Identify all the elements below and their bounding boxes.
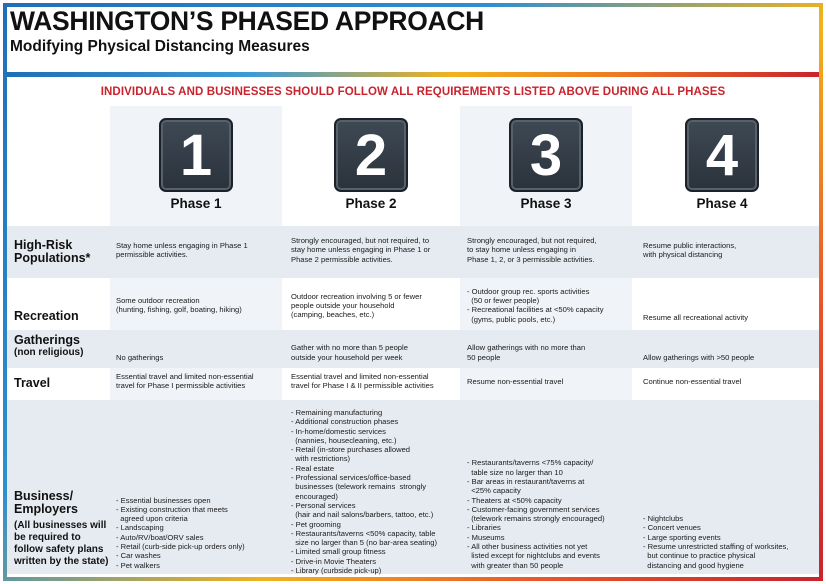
row-label-gatherings xyxy=(14,334,112,359)
page-subtitle: Modifying Physical Distancing Measures xyxy=(10,38,310,55)
cell-line: - Outdoor group rec. sports activities xyxy=(467,286,590,296)
cell-gatherings-phase-3 xyxy=(467,343,585,362)
cell-travel-phase-2 xyxy=(291,372,434,391)
cell-line: Some outdoor recreation xyxy=(116,296,200,306)
cell-line: - Restaurants/taverns <50% capacity, table xyxy=(291,528,436,538)
cell-line: - Restaurants/taverns <75% capacity/ xyxy=(467,458,594,468)
cell-line: (gyms, public pools, etc.) xyxy=(467,314,556,324)
row-label-recreation xyxy=(14,310,112,323)
cell-line: - Nightclubs xyxy=(643,514,684,524)
cell-line: Outdoor recreation involving 5 or fewer xyxy=(291,291,422,301)
row-label-text: High-Risk Populations* xyxy=(14,238,91,265)
cell-line: - Landscaping xyxy=(116,523,164,533)
cell-line: - Concert venues xyxy=(643,523,701,533)
cell-line: - Library (curbside pick-up) xyxy=(291,566,382,576)
cell-line: businesses (telework remains strongly xyxy=(291,482,427,492)
cell-line: with physical distancing xyxy=(643,249,723,259)
cell-line: - Limited small group fitness xyxy=(291,547,386,557)
cell-line: permissible activities. xyxy=(116,249,188,259)
row-label-high-risk xyxy=(14,239,112,265)
phase-3-header xyxy=(461,118,631,211)
cell-line: with restrictions) xyxy=(291,454,351,464)
cell-line: - Pet grooming xyxy=(291,519,341,529)
phase-3-label: Phase 3 xyxy=(520,196,572,211)
cell-line: - Real estate xyxy=(291,463,335,473)
cell-line: - Large sporting events xyxy=(643,532,721,542)
cell-high-risk-phase-4 xyxy=(643,241,736,260)
cell-line: - Theaters at <50% capacity xyxy=(467,495,562,505)
phase-2-header xyxy=(286,118,456,211)
cell-line: - Pet walkers xyxy=(116,560,160,570)
cell-line: - Bar areas in restaurant/taverns at xyxy=(467,476,585,486)
cell-line: (hair and nail salons/barbers, tattoo, etc.) xyxy=(291,510,434,520)
cell-line: travel for Phase I permissible activities xyxy=(116,381,246,391)
row-sublabel-text: (All businesses will be required to follow safety plans written by the state) xyxy=(14,520,109,567)
cell-line: Resume public interactions, xyxy=(643,240,737,250)
cell-recreation-phase-1 xyxy=(116,296,242,315)
cell-line: 50 people xyxy=(467,352,501,362)
cell-line: - Libraries xyxy=(467,523,501,533)
cell-line: Allow gatherings with no more than xyxy=(467,343,586,353)
cell-business-phase-1 xyxy=(116,496,245,570)
row-sublabel-text: (non religious) xyxy=(14,347,84,358)
cell-line: - Additional construction phases xyxy=(291,417,399,427)
phase-3-number-badge: 3 xyxy=(509,118,583,192)
cell-line: - All other business activities not yet xyxy=(467,542,588,552)
cell-line: Strongly encouraged, but not required, xyxy=(467,236,597,246)
cell-line: - Retail (curb-side pick-up orders only) xyxy=(116,542,245,552)
phase-4-header xyxy=(637,118,807,211)
cell-line: Essential travel and limited non-essential xyxy=(291,372,429,382)
cell-line: to stay home unless engaging in xyxy=(467,245,576,255)
row-label-business xyxy=(14,490,110,568)
phase-4-label: Phase 4 xyxy=(696,196,748,211)
cell-line: - Customer-facing government services xyxy=(467,504,600,514)
cell-line: Phase 1, 2, or 3 permissible activities. xyxy=(467,254,595,264)
cell-line: Essential travel and limited non-essential xyxy=(116,372,254,382)
cell-business-phase-4 xyxy=(643,514,788,570)
cell-line: listed except for nightclubs and events xyxy=(467,551,600,561)
cell-line: Resume non-essential travel xyxy=(467,376,564,386)
phase-1-label: Phase 1 xyxy=(170,196,222,211)
cell-line: (nannies, housecleaning, etc.) xyxy=(291,435,397,445)
cell-line: encouraged) xyxy=(291,491,338,501)
cell-travel-phase-1 xyxy=(116,372,254,391)
cell-line: travel for Phase I & II permissible activities xyxy=(291,381,434,391)
cell-line: - Auto/RV/boat/ORV sales xyxy=(116,532,204,542)
phase-2-label: Phase 2 xyxy=(345,196,397,211)
cell-line: but continue to practice physical xyxy=(643,551,756,561)
cell-line: Phase 2 permissible activities. xyxy=(291,254,393,264)
cell-high-risk-phase-3 xyxy=(467,236,597,264)
cell-line: - Personal services xyxy=(291,500,356,510)
cell-line: Strongly encouraged, but not required, to xyxy=(291,236,430,246)
cell-line: <25% capacity xyxy=(467,486,521,496)
phase-1-number-badge: 1 xyxy=(159,118,233,192)
cell-business-phase-2 xyxy=(291,408,437,575)
cell-line: - Resume unrestricted staffing of worksites, xyxy=(643,542,789,552)
cell-gatherings-phase-4 xyxy=(643,353,754,362)
row-label-text: Gatherings xyxy=(14,333,80,347)
cell-line: - Professional services/office-based xyxy=(291,473,411,483)
cell-line: agreed upon criteria xyxy=(116,514,188,524)
cell-high-risk-phase-2 xyxy=(291,236,430,264)
cell-line: - Remaining manufacturing xyxy=(291,408,383,417)
cell-recreation-phase-4 xyxy=(643,313,748,322)
cell-gatherings-phase-1 xyxy=(116,353,163,362)
cell-line: size no larger than 5 (no bar-area seating) xyxy=(291,538,438,548)
row-stripe-gatherings xyxy=(7,330,819,368)
cell-line: - Essential businesses open xyxy=(116,495,211,505)
cell-line: (hunting, fishing, golf, boating, hiking) xyxy=(116,305,242,315)
row-label-text: Recreation xyxy=(14,309,79,323)
cell-travel-phase-3 xyxy=(467,377,563,386)
cell-line: - Car washes xyxy=(116,551,161,561)
cell-line: stay home unless engaging in Phase 1 or xyxy=(291,245,431,255)
cell-line: Gather with no more than 5 people xyxy=(291,343,408,353)
header xyxy=(10,6,494,57)
cell-gatherings-phase-2 xyxy=(291,343,408,362)
row-label-text: Travel xyxy=(14,376,51,390)
cell-line: with greater than 50 people xyxy=(467,560,564,570)
cell-high-risk-phase-1 xyxy=(116,241,248,260)
header-divider xyxy=(7,72,819,77)
phase-1-header xyxy=(111,118,281,211)
cell-line: No gatherings xyxy=(116,352,164,362)
cell-line: Stay home unless engaging in Phase 1 xyxy=(116,240,248,250)
cell-line: - In-home/domestic services xyxy=(291,426,386,436)
cell-line: - Recreational facilities at <50% capacity xyxy=(467,305,604,315)
phase-4-number-badge: 4 xyxy=(685,118,759,192)
cell-line: (camping, beaches, etc.) xyxy=(291,310,375,320)
cell-line: - Drive-in Movie Theaters xyxy=(291,556,377,566)
cell-business-phase-3 xyxy=(467,458,605,570)
cell-line: people outside your household xyxy=(291,300,395,310)
row-label-travel xyxy=(14,377,112,390)
cell-line: outside your household per week xyxy=(291,352,403,362)
cell-line: Allow gatherings with >50 people xyxy=(643,352,755,362)
page-title: WASHINGTON’S PHASED APPROACH xyxy=(10,6,484,36)
cell-travel-phase-4 xyxy=(643,377,741,386)
cell-line: - Museums xyxy=(467,532,505,542)
phase-2-number-badge: 2 xyxy=(334,118,408,192)
cell-line: (telework remains strongly encouraged) xyxy=(467,514,605,524)
row-label-text: Business/ Employers xyxy=(14,489,78,516)
cell-line: - Retail (in-store purchases allowed xyxy=(291,445,411,455)
cell-recreation-phase-3 xyxy=(467,287,604,324)
cell-line: Continue non-essential travel xyxy=(643,376,742,386)
requirements-banner: INDIVIDUALS AND BUSINESSES SHOULD FOLLOW ALL REQUIREMENTS LISTED ABOVE DURING ALL PHASES xyxy=(100,86,726,98)
cell-line: Resume all recreational activity xyxy=(643,313,749,322)
cell-line: (50 or fewer people) xyxy=(467,296,540,306)
cell-line: distancing and good hygiene xyxy=(643,560,744,570)
cell-line: - Existing construction that meets xyxy=(116,504,228,514)
cell-line: table size no larger than 10 xyxy=(467,467,563,477)
cell-recreation-phase-2 xyxy=(291,292,422,320)
